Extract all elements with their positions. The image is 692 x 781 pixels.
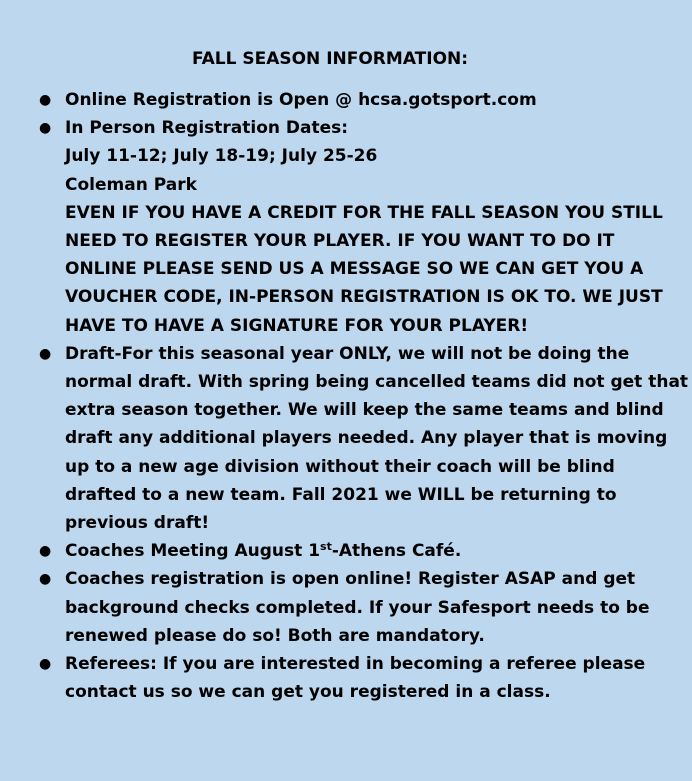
text-line: ONLINE PLEASE SEND US A MESSAGE SO WE CAN GET YOU A <box>65 259 644 280</box>
list-item-draft <box>0 340 689 537</box>
text-line: renewed please do so! Both are mandatory. <box>65 625 485 646</box>
page-title: FALL SEASON INFORMATION: <box>191 49 469 69</box>
meeting-location: -Athens Café. <box>331 541 462 562</box>
info-list <box>0 86 689 706</box>
list-item-in-person-registration <box>0 114 663 340</box>
bullet-icon: ● <box>39 120 52 137</box>
list-item-coaches-registration <box>0 565 650 650</box>
text-line: up to a new age division without their coach will be blind <box>65 456 615 477</box>
text-line: drafted to a new team. Fall 2021 we WILL be returning to <box>65 484 617 505</box>
bullet-icon: ● <box>39 92 52 108</box>
ordinal-suffix: st <box>320 540 332 554</box>
meeting-text: Coaches Meeting August 1 <box>65 541 321 562</box>
text-line: background checks completed. If your Safesport needs to be <box>65 597 650 618</box>
text-line: contact us so we can get you registered in a class. <box>65 682 551 703</box>
text-line: HAVE TO HAVE A SIGNATURE FOR YOUR PLAYER! <box>65 315 529 336</box>
text-line: Draft-For this seasonal year ONLY, we will not be doing the <box>65 343 630 364</box>
list-item-referees <box>0 650 646 706</box>
text-line: extra season together. We will keep the same teams and blind <box>65 400 664 421</box>
list-item-online-registration <box>0 86 640 114</box>
list-item-coaches-meeting <box>0 537 640 565</box>
text-line: previous draft! <box>65 513 210 534</box>
text-line: EVEN IF YOU HAVE A CREDIT FOR THE FALL SEASON YOU STILL <box>65 202 663 223</box>
text-line <box>65 537 640 565</box>
text-line: July 11-12; July 18-19; July 25-26 <box>65 146 378 167</box>
text-line: normal draft. With spring being cancelled teams did not get that <box>65 372 689 393</box>
text-line: NEED TO REGISTER YOUR PLAYER. IF YOU WANT TO DO IT <box>65 231 615 252</box>
bullet-icon: ● <box>39 345 52 362</box>
bullet-icon: ● <box>39 571 52 588</box>
text-line: draft any additional players needed. Any player that is moving <box>65 428 668 449</box>
text-line: Referees: If you are interested in becoming a referee please <box>65 654 646 675</box>
text-line: Online Registration is Open @ hcsa.gotsport.com <box>65 90 537 110</box>
bullet-icon: ● <box>39 543 52 560</box>
text-line: VOUCHER CODE, IN-PERSON REGISTRATION IS OK TO. WE JUST <box>65 287 663 308</box>
text-line: Coaches registration is open online! Register ASAP and get <box>65 569 636 590</box>
bullet-icon: ● <box>39 656 52 673</box>
text-line: In Person Registration Dates: <box>65 118 349 139</box>
text-line: Coleman Park <box>65 174 197 195</box>
